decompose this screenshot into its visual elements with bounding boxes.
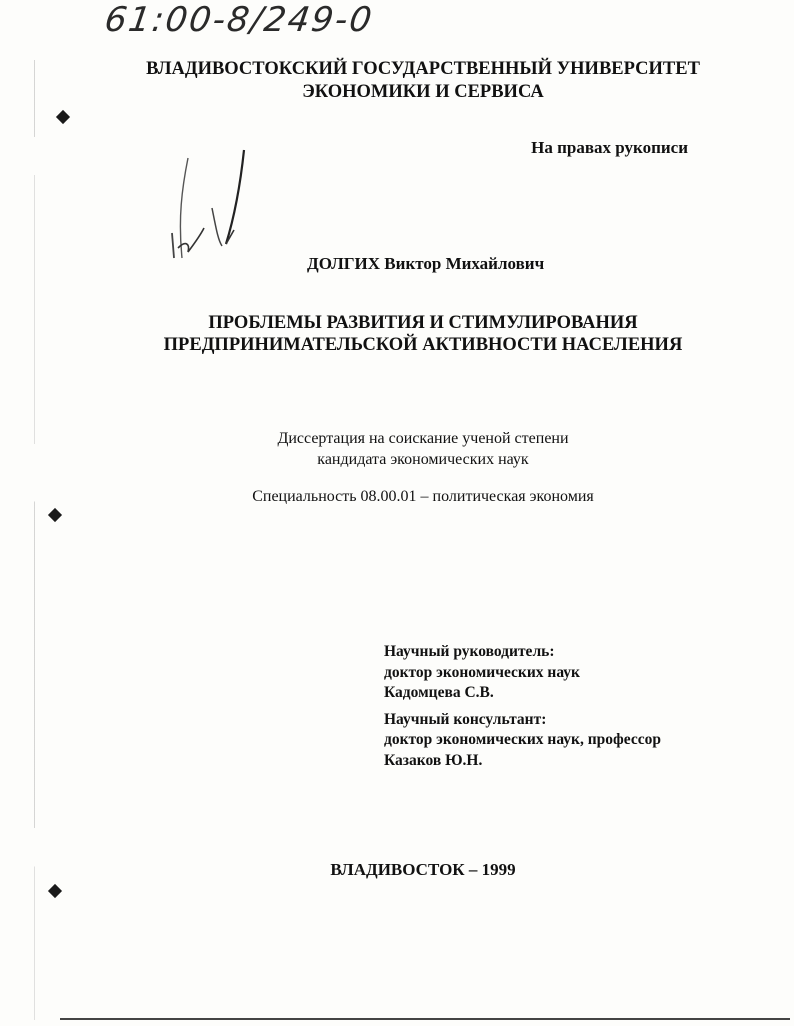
title-line-2: ПРЕДПРИНИМАТЕЛЬСКОЙ АКТИВНОСТИ НАСЕЛЕНИЯ bbox=[163, 335, 683, 355]
university-line-1: ВЛАДИВОСТОКСКИЙ ГОСУДАРСТВЕННЫЙ УНИВЕРСИТЕТ bbox=[146, 59, 700, 79]
dissertation-purpose bbox=[0, 428, 794, 470]
consultant-name: Казаков Ю.Н. bbox=[384, 751, 483, 769]
purpose-line-1: Диссертация на соискание ученой степени bbox=[277, 430, 569, 447]
advisor-name: Кадомцева С.В. bbox=[384, 684, 494, 701]
advisor-label: Научный руководитель: bbox=[384, 643, 555, 660]
rights-notice: На правах рукописи bbox=[531, 138, 688, 157]
university-heading bbox=[0, 58, 794, 104]
advisor-degree: доктор экономических наук bbox=[384, 663, 580, 681]
dissertation-title bbox=[0, 312, 794, 356]
archive-code-handwritten: 61:00-8/249-0 bbox=[102, 0, 376, 40]
bottom-scan-edge bbox=[60, 1018, 790, 1020]
title-line-1: ПРОБЛЕМЫ РАЗВИТИЯ И СТИМУЛИРОВАНИЯ bbox=[208, 313, 638, 333]
scan-mark-icon bbox=[48, 884, 62, 898]
consultant-degree: доктор экономических наук, профессор bbox=[384, 731, 661, 748]
signature-scribble bbox=[160, 148, 260, 298]
purpose-line-2: кандидата экономических наук bbox=[317, 451, 529, 468]
scan-mark-icon bbox=[48, 508, 62, 522]
specialty-line: Специальность 08.00.01 – политическая экономия bbox=[252, 488, 594, 505]
author-name: ДОЛГИХ Виктор Михайлович bbox=[307, 254, 545, 273]
supervisors-block bbox=[384, 642, 661, 771]
consultant-label: Научный консультант: bbox=[384, 710, 547, 728]
city-year: ВЛАДИВОСТОК – 1999 bbox=[330, 860, 516, 879]
scan-mark-icon bbox=[56, 110, 70, 124]
university-line-2: ЭКОНОМИКИ И СЕРВИСА bbox=[302, 82, 544, 102]
